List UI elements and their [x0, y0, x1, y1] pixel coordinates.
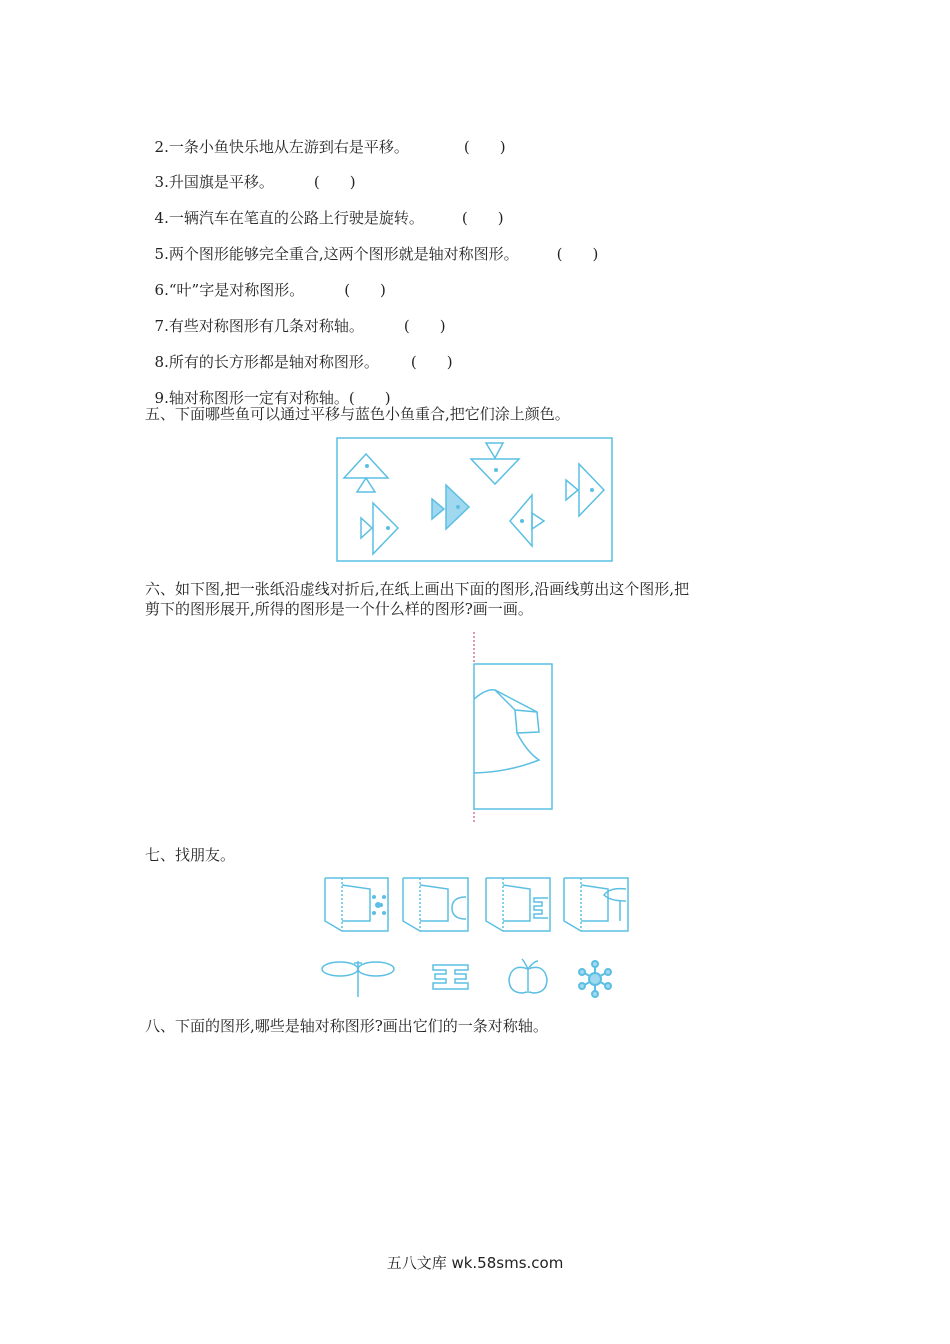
section6-line1: 六、如下图,把一张纸沿虚线对折后,在纸上画出下面的图形,沿画线剪出这个图形,把 [145, 580, 690, 598]
question-3 [145, 152, 356, 192]
question-text: 7.有些对称图形有几条对称轴。 [154, 317, 364, 335]
question-2 [145, 117, 506, 157]
question-text: 9.轴对称图形一定有对称轴。 [154, 389, 349, 407]
question-4 [145, 188, 504, 228]
folded-papers [320, 875, 632, 935]
paper-rect [474, 664, 552, 809]
question-8 [145, 332, 453, 372]
question-6 [145, 260, 386, 300]
letter-shape [433, 965, 468, 989]
section7-title: 七、找朋友。 [145, 846, 236, 864]
answer-bracket[interactable]: ( ) [463, 138, 506, 156]
dragonfly-shape [322, 961, 394, 997]
question-text: 5.两个图形能够完全重合,这两个图形就是轴对称图形。 [154, 245, 519, 263]
answer-bracket[interactable]: ( ) [403, 317, 446, 335]
section6-line2: 剪下的图形展开,所得的图形是一个什么样的图形?画一画。 [145, 600, 533, 618]
question-7 [145, 296, 446, 336]
footer-watermark: 五八文库 wk.58sms.com [386, 1254, 564, 1272]
question-text: 3.升国旗是平移。 [154, 173, 274, 191]
section5-title: 五、下面哪些鱼可以通过平移与蓝色小鱼重合,把它们涂上颜色。 [145, 405, 570, 423]
answer-bracket[interactable]: ( ) [344, 281, 386, 299]
answer-bracket[interactable]: ( ) [313, 173, 356, 191]
question-5 [145, 224, 598, 264]
answer-bracket[interactable]: ( ) [348, 389, 391, 407]
question-text: 2.一条小鱼快乐地从左游到右是平移。 [154, 138, 409, 156]
fish-6 [373, 503, 398, 554]
paper-dragonfly [564, 878, 628, 931]
paper-letter [486, 878, 550, 931]
question-text: 8.所有的长方形都是轴对称图形。 [154, 353, 379, 371]
paper-apple [403, 878, 468, 931]
question-text: 4.一辆汽车在笔直的公路上行驶是旋转。 [154, 209, 424, 227]
apple-shape [509, 959, 547, 993]
fold-figure [465, 632, 560, 824]
shape-options [318, 955, 618, 1001]
answer-bracket[interactable]: ( ) [461, 209, 504, 227]
snowflake-shape [579, 961, 611, 997]
answer-bracket[interactable]: ( ) [410, 353, 453, 371]
section8-title: 八、下面的图形,哪些是轴对称图形?画出它们的一条对称轴。 [145, 1017, 548, 1035]
question-9 [145, 368, 391, 408]
question-text: 6.“叶”字是对称图形。 [154, 281, 305, 299]
fish-figure [336, 437, 614, 563]
answer-bracket[interactable]: ( ) [556, 245, 599, 263]
